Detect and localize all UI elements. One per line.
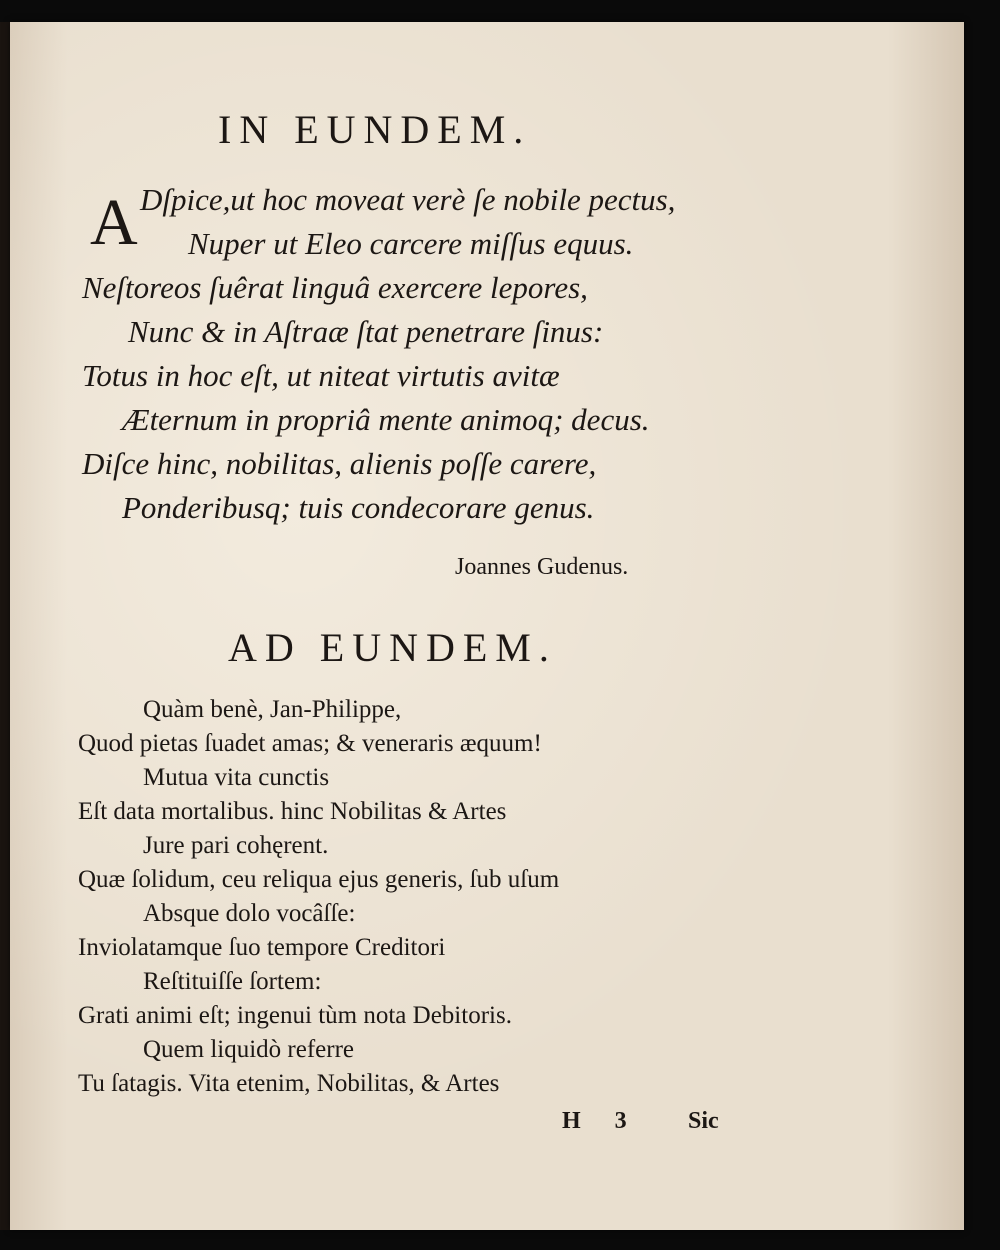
poem1-title: IN EUNDEM. <box>218 107 532 152</box>
catchword: Sic <box>688 1108 719 1134</box>
poem2-title: AD EUNDEM. <box>228 625 557 670</box>
poem1-line: Nuper ut Eleo carcere miſſus equus. <box>188 226 634 261</box>
poem1-line: Neſtoreos ſuêrat linguâ exercere lepores, <box>82 270 588 305</box>
poem1-line: Nunc & in Aſtraæ ſtat penetrare ſinus: <box>128 314 604 349</box>
poem2-line: Jure pari cohęrent. <box>143 832 329 859</box>
poem1-signature: Joannes Gudenus. <box>455 554 629 580</box>
poem2-line: Inviolatamque ſuo tempore Creditori <box>78 934 446 961</box>
poem2-line: Mutua vita cunctis <box>143 764 330 791</box>
poem2-line: Quod pietas ſuadet amas; & veneraris æquum! <box>78 730 542 757</box>
poem1-line: Dſpice,ut hoc moveat verè ſe nobile pectus, <box>140 182 676 217</box>
scan-edge <box>0 22 10 1230</box>
poem1-line: Totus in hoc eſt, ut niteat virtutis avitæ <box>82 358 560 393</box>
drop-cap-initial: A <box>90 186 138 259</box>
poem1-line: Diſce hinc, nobilitas, alienis poſſe carere, <box>82 446 597 481</box>
signature-mark: H 3 <box>562 1108 641 1134</box>
poem1-line: Æternum in propriâ mente animoq; decus. <box>122 402 650 437</box>
poem2-line: Reſtituiſſe ſortem: <box>143 968 322 995</box>
poem1-line: Ponderibusq; tuis condecorare genus. <box>122 490 595 525</box>
poem2-line: Eſt data mortalibus. hinc Nobilitas & Artes <box>78 798 507 825</box>
poem2-line: Absque dolo vocâſſe: <box>143 900 356 927</box>
poem2-line: Tu ſatagis. Vita etenim, Nobilitas, & Artes <box>78 1070 500 1097</box>
poem2-line: Grati animi eſt; ingenui tùm nota Debitoris. <box>78 1002 512 1029</box>
book-page <box>10 22 964 1230</box>
poem2-line: Quæ ſolidum, ceu reliqua ejus generis, ſub uſum <box>78 866 560 893</box>
poem2-line: Quàm benè, Jan-Philippe, <box>143 696 402 723</box>
poem2-line: Quem liquidò referre <box>143 1036 355 1063</box>
